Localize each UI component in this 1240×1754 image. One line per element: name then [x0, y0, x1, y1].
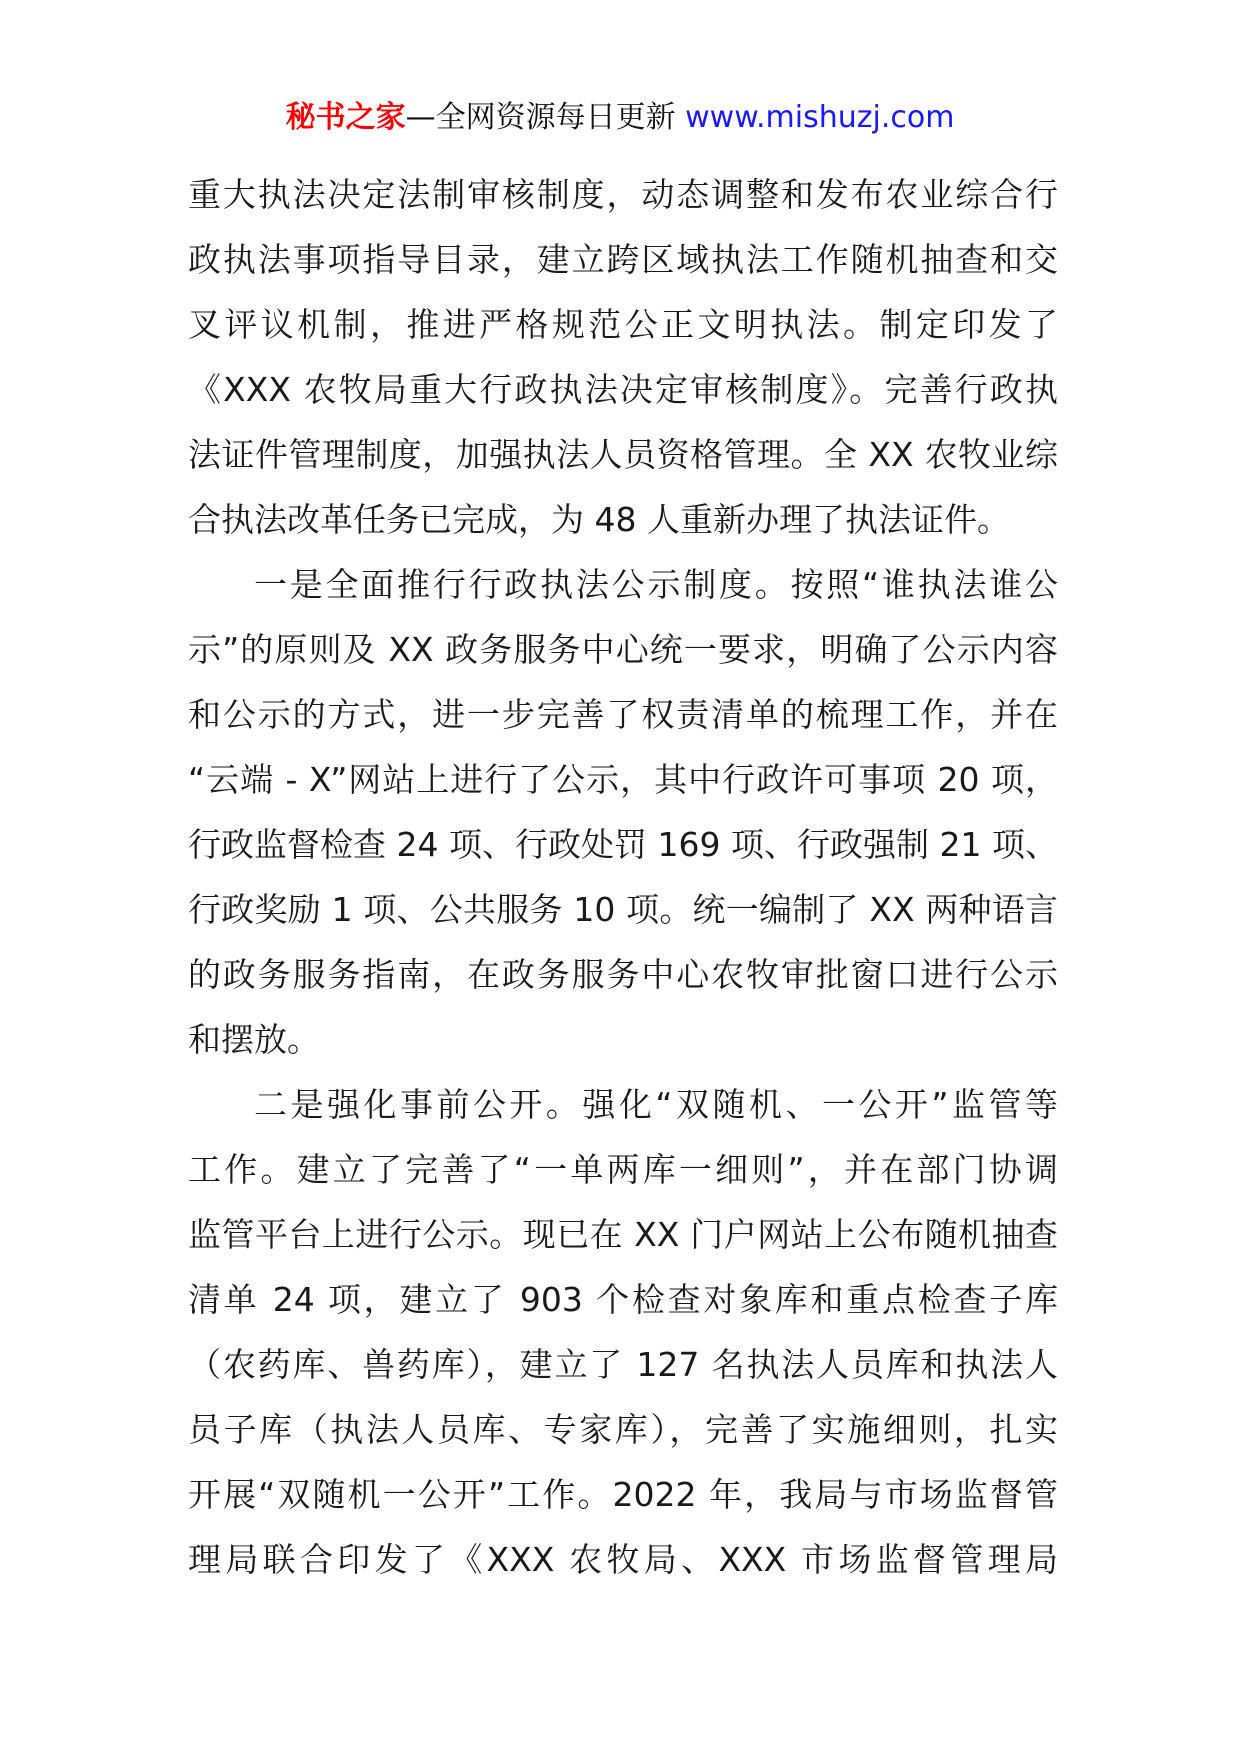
text-line: 行政监督检查 24 项、行政处罚 169 项、行政强制 21 项、 [188, 825, 1058, 864]
text-line: 和公示的方式，进一步完善了权责清单的梳理工作，并在 [188, 695, 1058, 734]
text-line: 政执法事项指导目录，建立跨区域执法工作随机抽查和交 [188, 240, 1058, 279]
brand-name: 秘书之家 [285, 100, 406, 135]
text-line: “云端 - X”网站上进行了公示，其中行政许可事项 20 项， [188, 760, 1058, 799]
text-line: 示”的原则及 XX 政务服务中心统一要求，明确了公示内容 [188, 630, 1058, 669]
text-line: 《XXX 农牧局重大行政执法决定审核制度》。完善行政执 [188, 370, 1058, 409]
text-line: 法证件管理制度，加强执法人员资格管理。全 XX 农牧业综 [188, 435, 1058, 474]
text-line: 清单 24 项，建立了 903 个检查对象库和重点检查子库 [188, 1280, 1058, 1319]
text-line: 和摆放。 [188, 1020, 320, 1059]
site-url-link[interactable]: www.mishuzj.com [685, 100, 955, 135]
document-body [188, 162, 1058, 1592]
text-line: 监管平台上进行公示。现已在 XX 门户网站上公布随机抽查 [188, 1215, 1058, 1254]
text-line: （农药库、兽药库），建立了 127 名执法人员库和执法人 [188, 1345, 1058, 1384]
text-line: 叉评议机制，推进严格规范公正文明执法。制定印发了 [188, 305, 1058, 344]
paragraph-start-line: 二是强化事前公开。强化“双随机、一公开”监管等 [254, 1085, 1058, 1124]
page-header [0, 98, 1240, 138]
paragraph-start-line: 一是全面推行行政执法公示制度。按照“谁执法谁公 [254, 565, 1058, 604]
text-line: 合执法改革任务已完成，为 48 人重新办理了执法证件。 [188, 500, 1010, 539]
text-line: 员子库（执法人员库、专家库），完善了实施细则，扎实 [188, 1410, 1058, 1449]
text-line: 理局联合印发了《XXX 农牧局、XXX 市场监督管理局 [188, 1540, 1058, 1579]
text-line: 开展“双随机一公开”工作。2022 年，我局与市场监督管 [188, 1475, 1058, 1514]
text-line: 的政务服务指南，在政务服务中心农牧审批窗口进行公示 [188, 955, 1058, 994]
text-line: 重大执法决定法制审核制度，动态调整和发布农业综合行 [188, 175, 1058, 214]
text-line: 行政奖励 1 项、公共服务 10 项。统一编制了 XX 两种语言 [188, 890, 1058, 929]
text-line: 工作。建立了完善了“一单两库一细则”，并在部门协调 [188, 1150, 1058, 1189]
header-tagline: —全网资源每日更新 [405, 100, 686, 135]
